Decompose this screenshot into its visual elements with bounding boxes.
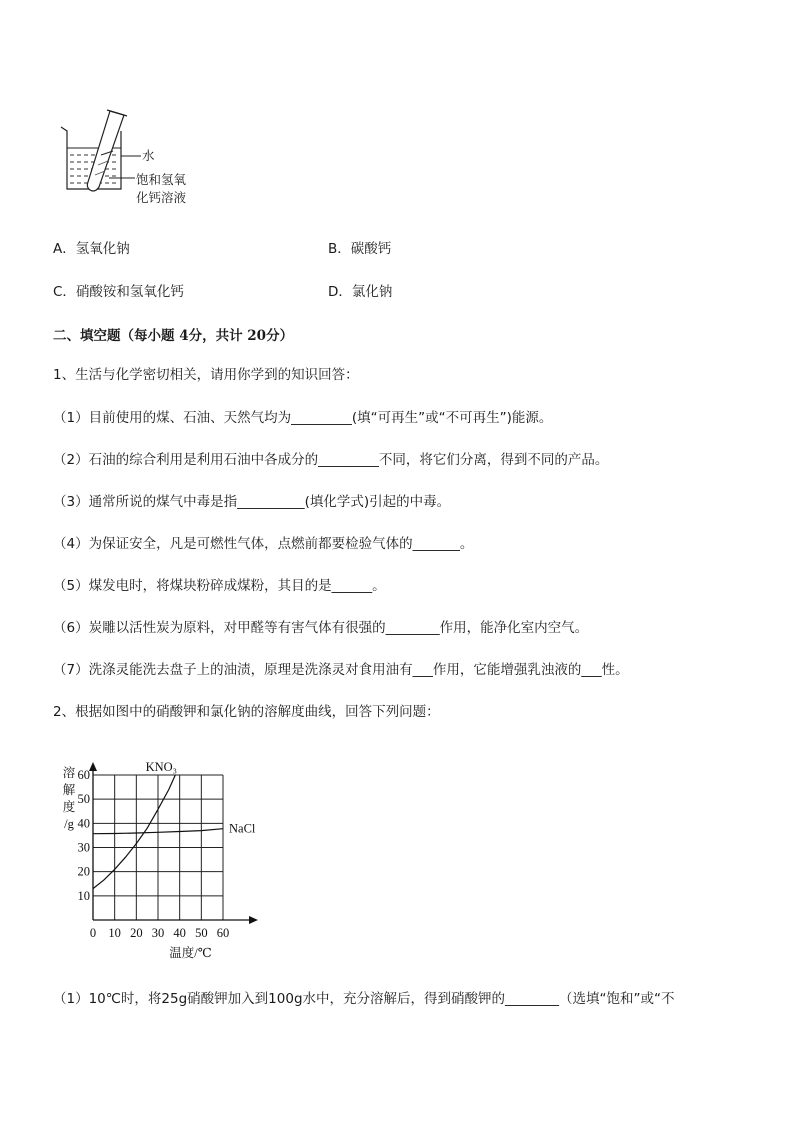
option-d xyxy=(328,283,392,301)
question-1-item-2: （2）石油的综合利用是利用石油中各成分的_________不同，将它们分离，得到不同的产品。 xyxy=(53,452,609,468)
x-axis-arrow xyxy=(249,916,258,924)
x-tick-label: 30 xyxy=(151,926,165,940)
solubility-chart-svg xyxy=(55,755,275,960)
question-1-item-6: （6）炭雕以活性炭为原料，对甲醛等有害气体有很强的________作用，能净化室内空气。 xyxy=(53,620,589,636)
label-saturated-2: 化钙溶液 xyxy=(136,190,187,205)
option-c-letter: C． xyxy=(53,284,76,300)
chart-ticks xyxy=(78,768,230,940)
chart-grid xyxy=(93,775,223,920)
question-1-item-7: （7）洗涤灵能洗去盘子上的油渍，原理是洗涤灵对食用油有___作用，它能增强乳浊液的___性。 xyxy=(53,662,629,678)
label-water: 水 xyxy=(142,148,155,163)
y-tick-label: 20 xyxy=(77,864,90,879)
x-tick-label: 40 xyxy=(173,926,186,940)
option-d-text: 氯化钠 xyxy=(351,284,393,300)
x-tick-label: 60 xyxy=(216,926,230,940)
y-tick-label: 30 xyxy=(77,840,90,855)
x-axis-label: 温度/℃ xyxy=(169,946,212,960)
y-axis-label-char: 度 xyxy=(62,800,76,814)
question-1-item-1: （1）目前使用的煤、石油、天然气均为_________(填“可再生”或“不可再生”)能源。 xyxy=(53,410,553,426)
option-d-letter: D． xyxy=(328,284,352,300)
y-axis-arrow xyxy=(89,762,97,771)
option-c xyxy=(53,283,184,301)
y-axis-label-char: 溶 xyxy=(62,766,76,780)
y-tick-label: 50 xyxy=(77,792,90,807)
y-axis-label-char: 解 xyxy=(62,783,76,797)
option-a xyxy=(53,240,130,258)
option-a-text: 氢氧化钠 xyxy=(75,241,130,257)
option-c-text: 硝酸铵和氢氧化钙 xyxy=(75,284,184,300)
option-b-letter: B． xyxy=(328,241,351,257)
question-1-item-5: （5）煤发电时，将煤块粉碎成煤粉，其目的是______。 xyxy=(53,578,386,594)
option-b xyxy=(328,240,391,258)
series-label-kno3: KNO₃ xyxy=(145,760,178,774)
question-2-stem: 2、根据如图中的硝酸钾和氯化钠的溶解度曲线，回答下列问题： xyxy=(53,704,440,720)
section-title: 二、填空题（每小题 4分，共计 20分） xyxy=(53,328,294,344)
y-tick-label: 10 xyxy=(77,888,90,903)
y-tick-label: 60 xyxy=(77,768,90,782)
y-tick-label: 40 xyxy=(77,816,90,831)
option-b-text: 碳酸钙 xyxy=(350,241,392,257)
x-tick-label: 50 xyxy=(195,926,208,940)
question-1-item-4: （4）为保证安全，凡是可燃性气体，点燃前都要检验气体的_______。 xyxy=(53,536,474,552)
y-axis-label-char: /g xyxy=(64,817,74,831)
question-2-sub-1: （1）10℃时，将25g硝酸钾加入到100g水中，充分溶解后，得到硝酸钾的________（选填“饱和”或“不 xyxy=(53,991,675,1007)
series-label-nacl: NaCl xyxy=(229,821,256,836)
solubility-chart xyxy=(55,755,275,960)
option-a-letter: A． xyxy=(53,241,76,257)
label-saturated-1: 饱和氢氧 xyxy=(136,172,187,187)
x-tick-label: 20 xyxy=(130,926,143,940)
question-1-stem: 1、生活与化学密切相关，请用你学到的知识回答： xyxy=(53,367,359,383)
question-1-item-3: （3）通常所说的煤气中毒是指__________(填化学式)引起的中毒。 xyxy=(53,494,451,510)
x-tick-label: 10 xyxy=(108,926,121,940)
x-tick-label: 0 xyxy=(89,926,97,940)
